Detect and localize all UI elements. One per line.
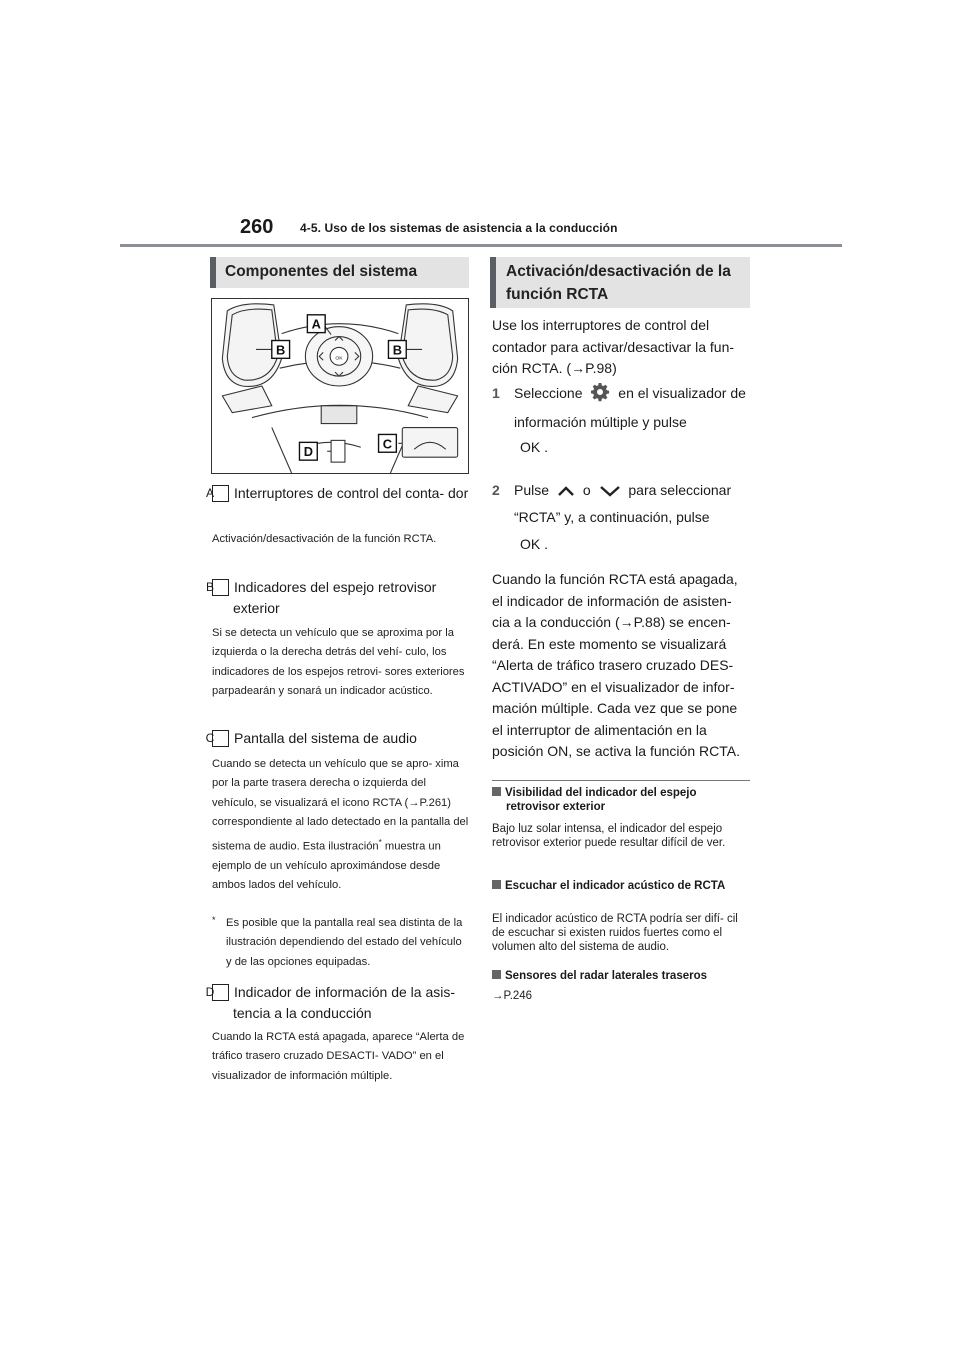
system-components-illustration	[211, 298, 469, 474]
item-b	[205, 577, 470, 619]
item-d-title: Indicador de información de la asis- tencia a la conducción	[233, 984, 456, 1021]
item-c-footnote: * Es posible que la pantalla real sea distinta de la ilustración dependiendo del estado del vehículo y de las opciones equipadas.	[212, 915, 463, 968]
callout-d: D	[303, 444, 314, 460]
callout-b-left: B	[276, 342, 286, 358]
chapter-title: 4-5. Uso de los sistemas de asistencia a la conducción	[300, 221, 618, 235]
item-b-desc: Si se detecta un vehículo que se aproxima por la izquierda o la derecha detrás del vehí- culo, los indicadores de los espejos retrovi- sores exteriores parpadearán y sonará un indicador acústico.	[212, 627, 465, 698]
step-2-ok: OK .	[520, 536, 549, 552]
item-c-title: Pantalla del sistema de audio	[234, 730, 417, 746]
note-3-link[interactable]: →P.246	[492, 990, 533, 1002]
item-d	[205, 982, 470, 1024]
item-a	[205, 483, 470, 504]
item-c	[205, 728, 470, 749]
step-1-number: 1	[492, 385, 500, 401]
step-1: 1 Seleccione en el visualizador de información múltiple y pulse	[492, 381, 750, 435]
badge-b: B	[212, 579, 229, 596]
callout-a: A	[311, 316, 321, 332]
item-a-title: Interruptores de control del conta- dor	[234, 485, 469, 501]
intro-paragraph: Use los interruptores de control del contador para activar/desactivar la fun- ción RCTA. (→P.98)	[492, 317, 735, 376]
body-paragraph: Cuando la función RCTA está apagada, el indicador de información de asisten- cia a la conducción (→P.88) se encen- derá. En este momento se visualizará “Alerta de tráfico trasero cruzado DES- ACTIVADO” en el visualizador de infor- mación múltiple. Cada vez que se pone el interruptor de alimentación en la posición ON, se activa la función RCTA.	[492, 571, 740, 759]
item-a-desc: Activación/desactivación de la función RCTA.	[212, 533, 437, 545]
item-b-title: Indicadores del espejo retrovisor exterior	[233, 579, 437, 616]
callout-b-right: B	[392, 342, 402, 358]
section-title-components: Componentes del sistema	[210, 257, 469, 288]
ok-button-glyph: OK	[520, 439, 541, 455]
step-2: 2 Pulse o para seleccionar “RCTA” y, a continuación, pulse	[492, 478, 750, 530]
note-2-title: Escuchar el indicador acústico de RCTA	[492, 879, 750, 893]
step-1-ok: OK .	[520, 439, 549, 455]
notes-divider	[492, 780, 750, 781]
badge-d: D	[212, 984, 229, 1001]
badge-a: A	[212, 485, 229, 502]
chevron-down-icon	[599, 480, 621, 505]
page-number: 260	[240, 216, 274, 238]
step-2-number: 2	[492, 482, 500, 498]
item-c-desc: Cuando se detecta un vehículo que se apro- xima por la parte trasera derecha o izquierda del vehículo, se visualizará el icono RCTA (→P.261) correspondiente al lado detectado en la pantalla del sistema de audio. Esta ilustración* muestra un ejemplo de un vehículo aproximándose desde ambos lados del vehículo.	[212, 758, 469, 892]
note-3-title: Sensores del radar laterales traseros	[492, 969, 750, 983]
right-mirror-illustration	[398, 304, 457, 413]
note-2-text: El indicador acústico de RCTA podría ser difí- cil de escuchar si existen ruidos fuertes como el volumen alto del sistema de audio.	[492, 913, 738, 953]
note-1-title: Visibilidad del indicador del espejo retrovisor exterior	[492, 786, 750, 814]
callout-c: C	[382, 436, 393, 452]
header-rule	[120, 244, 842, 247]
chevron-up-icon	[557, 480, 575, 505]
ok-button-label: OK	[335, 356, 343, 362]
badge-c: C	[212, 730, 229, 747]
item-d-desc: Cuando la RCTA está apagada, aparece “Alerta de tráfico trasero cruzado DESACTI- VADO” en el visualizador de información múltiple.	[212, 1031, 465, 1082]
note-1-text: Bajo luz solar intensa, el indicador del espejo retrovisor exterior puede resultar difícil de ver.	[492, 823, 726, 849]
gear-icon	[590, 382, 610, 410]
section-title-activation: Activación/desactivación de la función RCTA	[490, 257, 750, 308]
